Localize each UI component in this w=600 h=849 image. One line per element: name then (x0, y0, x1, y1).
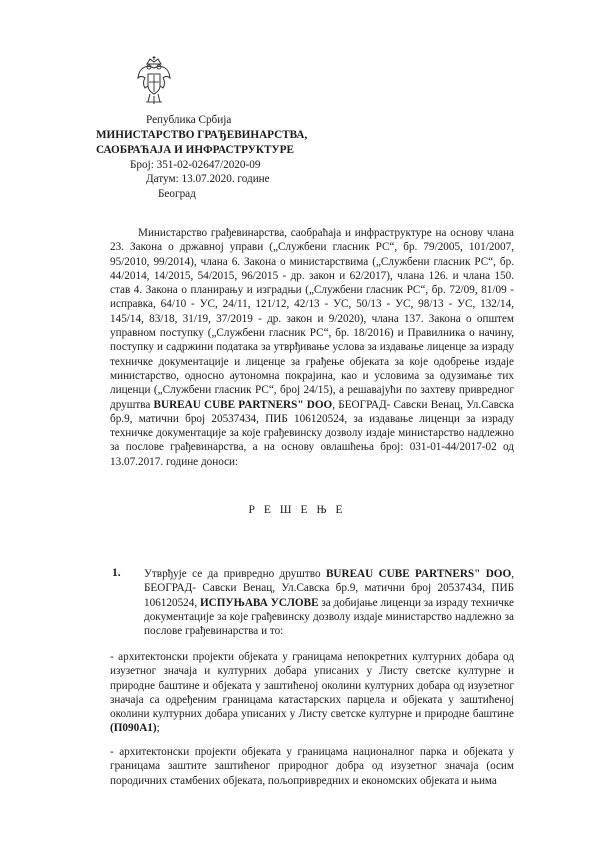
document-date: Датум: 13.07.2020. године (146, 173, 270, 185)
ministry-name-line1: МИНИСТАРСТВО ГРАЂЕВИНАРСТВА, (96, 129, 308, 141)
item-number: 1. (112, 567, 121, 579)
coat-of-arms-icon (136, 56, 172, 108)
republic-heading: Република Србија (146, 114, 232, 126)
item-1-fulfills: ИСПУЊАВА УСЛОВЕ (199, 596, 319, 609)
document-city: Београд (158, 188, 196, 200)
license-item-1-code: (П090А1) (110, 722, 157, 735)
item-1-text-part3: за добијање лиценци за израду техничке документације за које грађевинску дозволу издаје министарство надлежно за послове грађевинарства и то: (144, 596, 515, 638)
license-item-2 (110, 745, 514, 788)
intro-text-part2: , БЕОГРАД- Савски Венац, Ул.Савска бр.9, матични број 20537434, ПИБ 106120524, за издавање лиценци за израду техничке документације за које грађевинску дозволу издаје министарство надлежно за послове грађевинарства, а на основу овлашћења број: 031-01-44/2017-02 од 13.07.2017. године доноси: (110, 398, 514, 468)
item-1-text-part2: , БЕОГРАД- Савски Венац, Ул.Савска бр.9, матични број 20537434, ПИБ 106120524, (144, 568, 514, 609)
license-item-2-text: - архитектонски пројекти објеката у границама националног парка и објеката у границама заштите заштићеног природног добра од изузетног значаја (осим породичних стамбених објеката, пољопривредних и економских објеката и њима (110, 746, 514, 787)
item-1-company-name: BUREAU CUBE PARTNERS" DOO (325, 568, 512, 580)
item-1-paragraph (144, 567, 514, 638)
intro-paragraph (110, 226, 514, 469)
license-item-1-text: - архитектонски пројекти објеката у границама непокретних културних добара од изузетног значаја и културних добара уписаних у Листу светске културне и природне баштине и објеката у заштићеној околини културних добара од изузетног значаја са одређеним границама катастарских парцела и објеката у заштићеној околини културних добара уписаних у Листу светске културне и природне баштине (110, 651, 514, 721)
item-1-text-part1: Утврђује се да привредно друштво (144, 568, 326, 580)
intro-text-part1: Министарство грађевинарства, саобраћаја и инфраструктуре на основу члана 23. Закона о државној управи („Службени гласник РС“, бр. 79/2005, 101/2007, 95/2010, 99/2014), члана 6. Закона о министарствима („Службени гласник РС“, бр. 44/2014, 14/2015, 54/2015, 96/2015 - др. закон и 62/2017), члана 126. и члана 150. став 4. Закона о планирању и изградњи („Службени гласник РС“, бр. 72/09, 81/09 - исправка, 64/10 - УС, 24/11, 121/12, 42/13 - УС, 50/13 - УС, 98/13 - УС, 132/14, 145/14, 83/18, 31/19, 37/2019 - др. закон и 9/2020), члана 137. Закона о општем управном поступку („Службени гласник РС“, бр. 18/2016) и Правилника о начину, поступку и садржини података за утврђивање услова за издавање лиценце за израду техничке документације и лиценце за грађење објеката за које одобрење издаје министарство, односно аутономна покрајина, као и условима за одузимање тих лиценци („Службени гласник РС“, број 24/15), а решавајући по захтеву привредног друштва (110, 227, 514, 411)
license-item-1-end: ; (156, 722, 160, 735)
document-number: Број: 351-02-02647/2020-09 (130, 159, 261, 171)
license-item-1 (110, 650, 514, 736)
decision-title: РЕШЕЊЕ (248, 504, 352, 516)
intro-company-name: BUREAU CUBE PARTNERS" DOO (153, 398, 333, 411)
ministry-name-line2: САОБРАЋАЈА И ИНФРАСТРУКТУРЕ (96, 144, 294, 156)
